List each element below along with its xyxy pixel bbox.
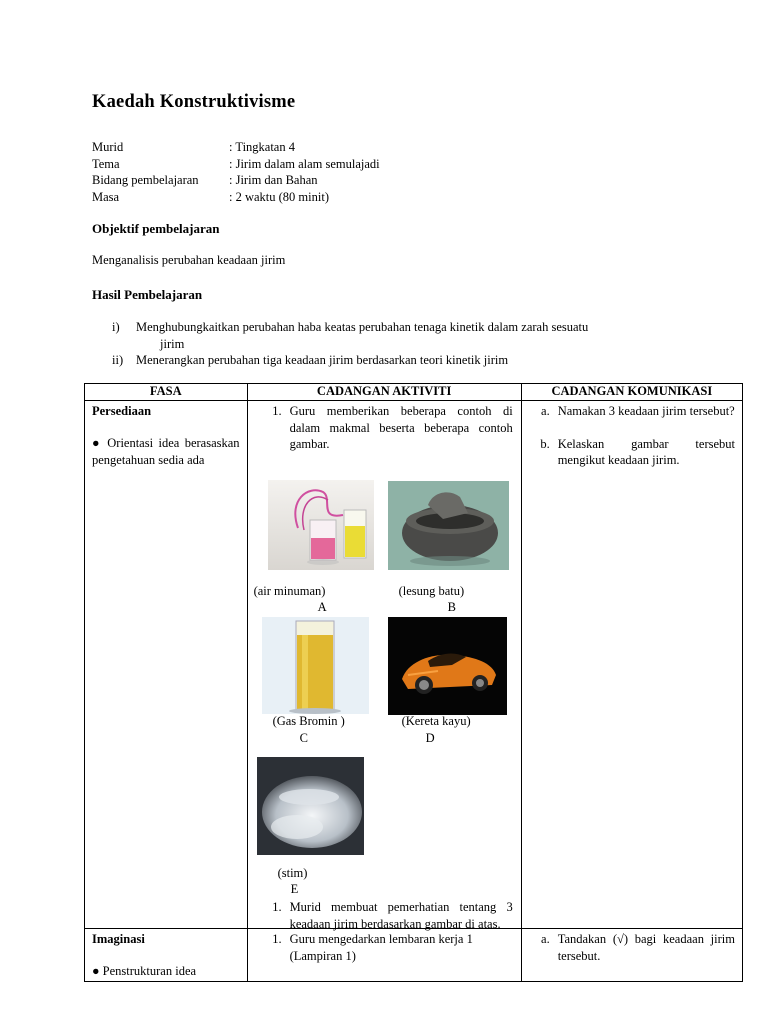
- phase-point: ● Penstrukturan idea: [92, 964, 197, 978]
- communication-cell: [521, 401, 742, 929]
- communication-text: Tandakan (√) bagi keadaan jirim tersebut.: [557, 932, 735, 963]
- table-row: [85, 929, 743, 982]
- car-image: [388, 617, 507, 715]
- meta-label: Masa: [92, 189, 120, 204]
- mortar-image: [388, 481, 509, 570]
- phase-cell: [85, 929, 248, 982]
- meta-value: : 2 waktu (80 minit): [229, 189, 329, 204]
- communication-item: [530, 403, 735, 420]
- header-komunikasi: CADANGAN KOMUNIKASI: [521, 384, 742, 401]
- caption-e-name: (stim): [277, 866, 308, 880]
- phase-cell: [85, 401, 248, 929]
- caption-b-letter: B: [447, 600, 456, 614]
- drink-beakers-image: [268, 480, 374, 570]
- outcome-list: [112, 319, 692, 369]
- meta-row: [92, 189, 380, 206]
- communication-text: Namakan 3 keadaan jirim tersebut?: [557, 404, 735, 418]
- table-row: [85, 401, 743, 929]
- phase-title: Persediaan: [92, 404, 152, 418]
- communication-item: [530, 436, 735, 469]
- phase-point: ● Orientasi idea berasaskan pengetahuan sedia ada: [92, 436, 240, 467]
- caption-c-name: (Gas Bromin ): [272, 714, 345, 728]
- activity-marker: 1.: [272, 900, 282, 914]
- header-fasa: FASA: [85, 384, 248, 401]
- activity-item: [248, 401, 521, 453]
- communication-text: Kelaskan gambar tersebut mengikut keadaan jirim.: [557, 436, 735, 467]
- meta-value: : Jirim dalam alam semulajadi: [229, 156, 380, 171]
- outcome-text: jirim: [160, 336, 185, 351]
- lesson-meta: [92, 139, 380, 205]
- outcome-marker: i): [112, 320, 120, 334]
- activity-cell: [247, 401, 521, 929]
- meta-label: Bidang pembelajaran: [92, 173, 199, 187]
- activity-item: [262, 899, 513, 932]
- outcome-item: [112, 319, 692, 336]
- activity-text: Murid membuat pemerhatian tentang 3 keadaan jirim berdasarkan gambar di atas.: [289, 900, 513, 931]
- caption-b-name: (lesung batu): [398, 584, 465, 598]
- caption-d-letter: D: [425, 731, 435, 745]
- outcome-marker: ii): [112, 353, 124, 367]
- caption-d-name: (Kereta kayu): [401, 714, 471, 728]
- meta-row: [92, 172, 380, 189]
- meta-value: : Tingkatan 4: [229, 140, 295, 154]
- meta-value: : Jirim dan Bahan: [229, 173, 318, 187]
- communication-cell: [521, 929, 742, 982]
- communication-marker: a.: [541, 404, 550, 418]
- caption-a-name: (air minuman): [253, 584, 326, 598]
- caption-c-letter: C: [299, 731, 308, 745]
- steam-image: [257, 757, 364, 855]
- phase-title: Imaginasi: [92, 932, 145, 946]
- meta-row: [92, 156, 380, 173]
- meta-label: Murid: [92, 140, 124, 154]
- document-title: Kaedah Konstruktivisme: [92, 92, 296, 112]
- outcome-heading: Hasil Pembelajaran: [92, 287, 203, 302]
- outcome-item: [112, 352, 692, 369]
- activity-text: Guru memberikan beberapa contoh di dalam makmal beserta beberapa contoh gambar.: [289, 404, 513, 451]
- objective-text: Menganalisis perubahan keadaan jirim: [92, 253, 286, 267]
- activity-item: [248, 929, 521, 964]
- caption-a-letter: A: [317, 600, 327, 614]
- header-aktiviti: CADANGAN AKTIVITI: [247, 384, 521, 401]
- activity-text: Guru mengedarkan lembaran kerja 1 (Lampiran 1): [289, 932, 473, 963]
- activity-marker: 1.: [272, 932, 282, 946]
- activity-marker: 1.: [272, 404, 282, 418]
- meta-label: Tema: [92, 156, 120, 171]
- outcome-continuation: [112, 336, 692, 353]
- bromine-cylinder-image: [262, 617, 369, 714]
- lesson-table: [84, 383, 743, 982]
- activity-cell: [247, 929, 521, 982]
- outcome-text: Menghubungkaitkan perubahan haba keatas perubahan tenaga kinetik dalam zarah sesuatu: [136, 320, 589, 334]
- table-header-row: [85, 384, 743, 401]
- outcome-text: Menerangkan perubahan tiga keadaan jirim berdasarkan teori kinetik jirim: [136, 353, 509, 367]
- objective-heading: Objektif pembelajaran: [92, 221, 220, 236]
- caption-e-letter: E: [290, 882, 299, 896]
- meta-row: [92, 139, 380, 156]
- communication-marker: b.: [540, 436, 550, 451]
- communication-marker: a.: [541, 932, 550, 946]
- communication-item: [522, 929, 742, 964]
